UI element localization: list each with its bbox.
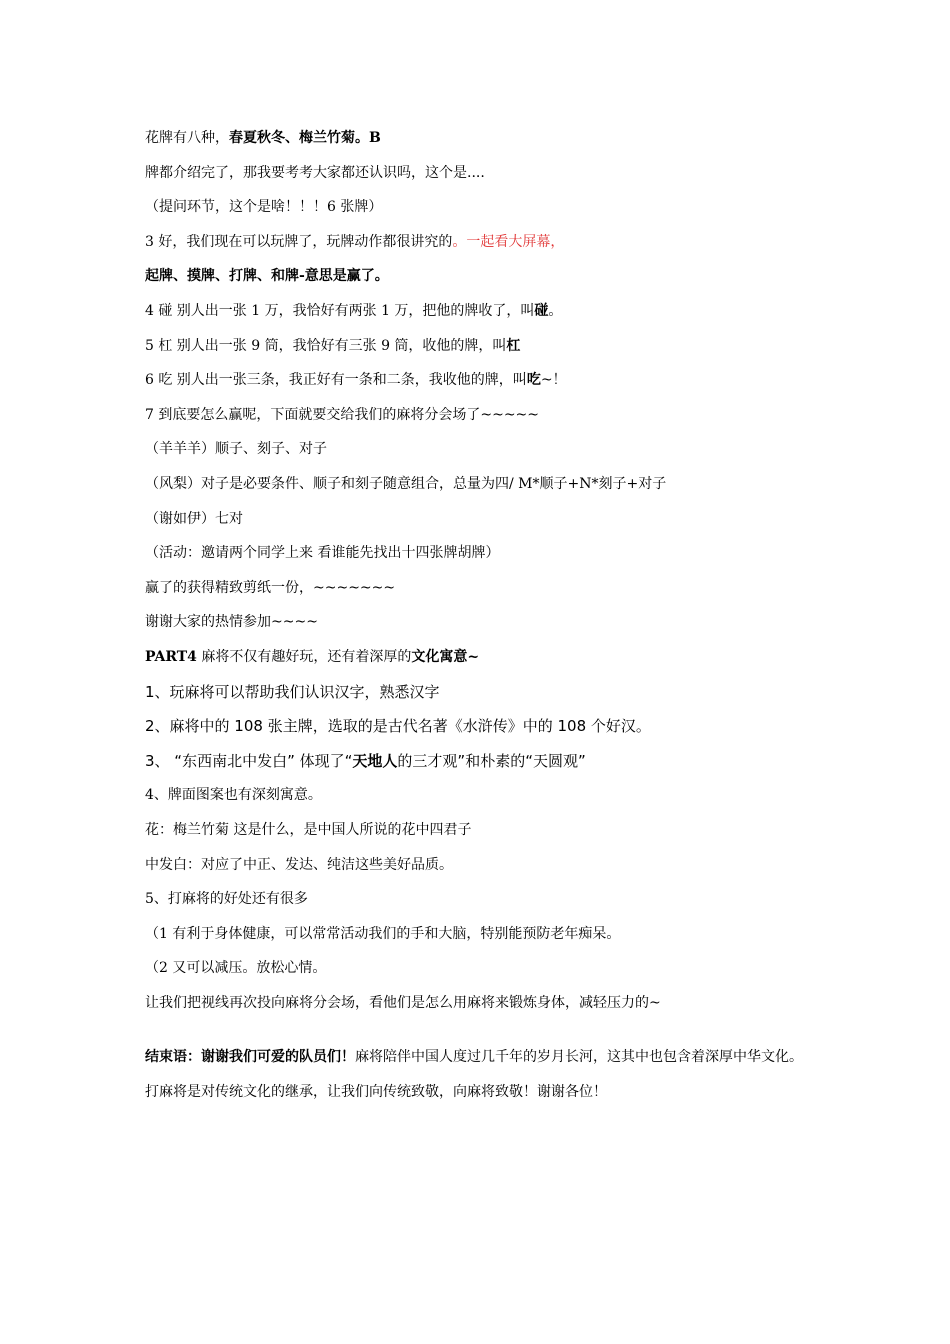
text-line	[145, 508, 805, 530]
text-line	[145, 127, 805, 149]
text-line	[145, 992, 805, 1014]
text-line	[145, 196, 805, 218]
text-segment: 春夏秋冬、梅兰竹菊。B	[229, 130, 381, 146]
text-line	[145, 646, 805, 668]
text-segment: 2、麻将中的 108 张主牌，选取的是古代名著《水浒传》中的 108 个好汉。	[145, 717, 651, 735]
text-line	[145, 473, 805, 495]
text-segment: 赢了的获得精致剪纸一份，~~~~~~~	[145, 580, 396, 596]
text-line	[145, 611, 805, 633]
text-segment: 起牌、摸牌、打牌、和牌-意思是赢了。	[145, 268, 389, 284]
text-segment: PART4	[145, 649, 197, 665]
text-segment: 文化寓意~	[411, 649, 480, 665]
text-segment: 吃	[526, 372, 541, 388]
text-line	[145, 162, 805, 184]
text-segment: ~！	[540, 372, 567, 388]
text-line	[145, 231, 805, 253]
text-line	[145, 750, 805, 772]
text-segment: 让我们把视线再次投向麻将分会场，看他们是怎么用麻将来锻炼身体，减轻压力的~	[145, 995, 661, 1011]
text-line	[145, 542, 805, 564]
text-line	[145, 438, 805, 460]
text-segment: 3 好，我们现在可以玩牌了，玩牌动作都很讲究的	[145, 234, 453, 250]
text-segment: 花牌有八种，	[145, 130, 229, 146]
text-segment: 。一起看大屏幕，	[452, 234, 565, 250]
text-line	[145, 681, 805, 703]
text-segment: 麻将不仅有趣好玩，还有着深厚的	[196, 649, 412, 665]
text-segment: 4、牌面图案也有深刻寓意。	[145, 787, 322, 803]
text-segment: 杠	[506, 338, 521, 354]
text-line	[145, 957, 805, 979]
text-segment: （1 有利于身体健康，可以常常活动我们的手和大脑，特别能预防老年痴呆。	[145, 926, 621, 942]
text-line	[145, 265, 805, 287]
text-segment: （活动：邀请两个同学上来 看谁能先找出十四张牌胡牌）	[145, 545, 500, 561]
text-segment: （提问环节，这个是啥！！！6 张牌）	[145, 199, 383, 215]
text-segment: 1、玩麻将可以帮助我们认识汉字，熟悉汉字	[145, 683, 440, 701]
text-line	[145, 404, 805, 426]
text-segment: 中发白：对应了中正、发达、纯洁这些美好品质。	[145, 857, 453, 873]
text-segment: 7 到底要怎么赢呢，下面就要交给我们的麻将分会场了~~~~~	[145, 407, 540, 423]
text-segment: 牌都介绍完了，那我要考考大家都还认识吗，这个是....	[145, 165, 485, 181]
closing-label: 结束语：谢谢我们可爱的队员们！	[145, 1049, 355, 1065]
text-line	[145, 819, 805, 841]
text-segment: 3、 “东西南北中发白” 体现了“	[145, 752, 353, 770]
text-line	[145, 300, 805, 322]
text-segment: 。	[548, 303, 563, 319]
text-segment: 天地人	[352, 752, 398, 770]
text-line	[145, 888, 805, 910]
closing-paragraph	[145, 1040, 805, 1110]
text-segment: （羊羊羊）顺子、刻子、对子	[145, 441, 327, 457]
text-line	[145, 335, 805, 357]
text-segment: 的三才观”和朴素的“天圆观”	[397, 752, 586, 770]
text-segment: （2 又可以减压。放松心情。	[145, 960, 327, 976]
text-segment: （谢如伊）七对	[145, 511, 243, 527]
text-line	[145, 923, 805, 945]
text-line	[145, 715, 805, 737]
text-segment: 4 碰 别人出一张 1 万，我恰好有两张 1 万，把他的牌收了，叫	[145, 303, 535, 319]
text-segment: 碰	[534, 303, 549, 319]
text-line	[145, 369, 805, 391]
text-segment: （风梨）对子是必要条件、顺子和刻子随意组合，总量为四/ M*顺子+N*刻子+对子	[145, 476, 667, 492]
text-line	[145, 854, 805, 876]
text-segment: 5、打麻将的好处还有很多	[145, 891, 308, 907]
text-segment: 花：梅兰竹菊 这是什么，是中国人所说的花中四君子	[145, 822, 472, 838]
text-segment: 谢谢大家的热情参加~~~~	[145, 614, 318, 630]
text-segment: 6 吃 别人出一张三条，我正好有一条和二条，我收他的牌，叫	[145, 372, 527, 388]
text-segment: 5 杠 别人出一张 9 筒，我恰好有三张 9 筒，收他的牌，叫	[145, 338, 507, 354]
closing-text: 麻将陪伴中国人度过几千年的岁月长河，这其中也包含着深厚中华文化。打麻将是对传统文化的继承，让我们向传统致敬，向麻将致敬！谢谢各位！	[145, 1049, 803, 1100]
text-line	[145, 784, 805, 806]
text-line	[145, 577, 805, 599]
